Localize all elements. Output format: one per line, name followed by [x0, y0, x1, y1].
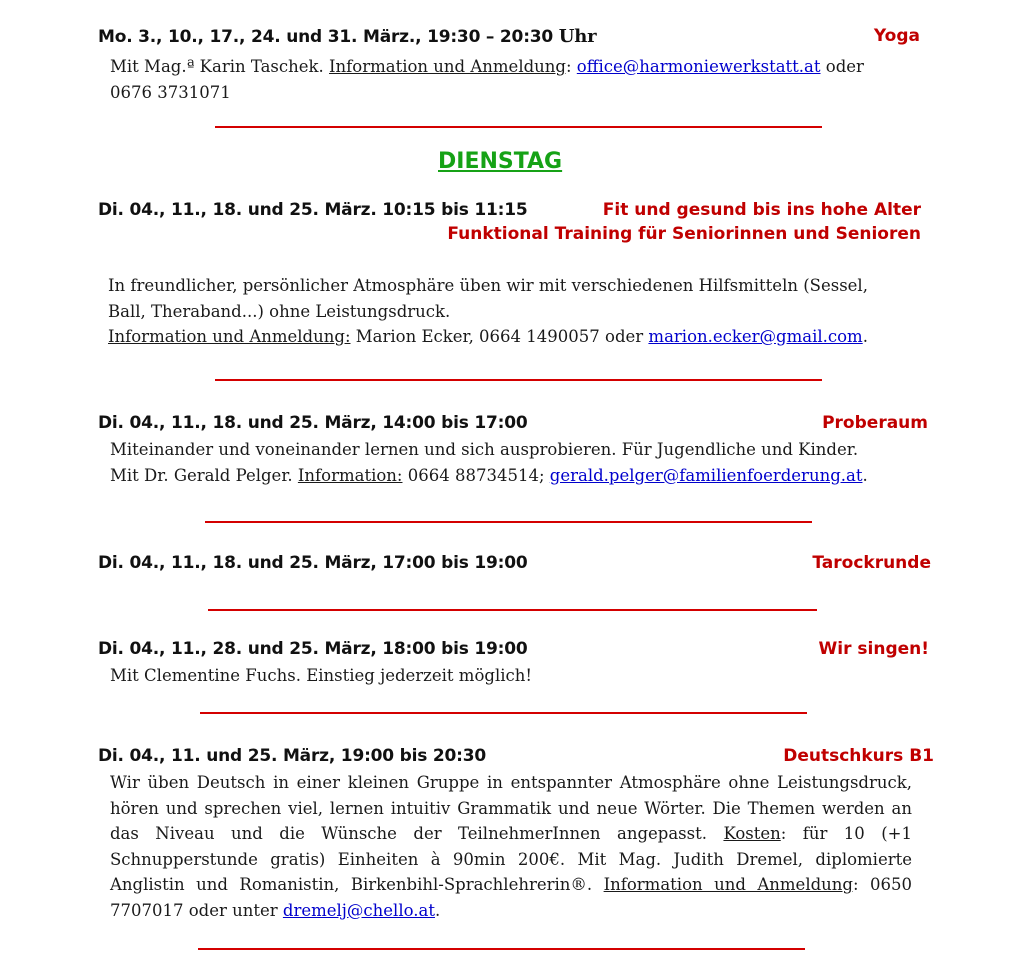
fit-text: Ball, Theraband...) ohne Leistungsdruck. — [108, 301, 451, 321]
probe-text: Mit Dr. Gerald Pelger. — [110, 465, 298, 485]
deutsch-text: Wir üben Deutsch in einer kleinen Gruppe in entspannter Atmosphäre ohne Leistungsdruck, hören und sprechen viel, lernen intuitiv Grammatik und neue Wörter. Die Themen werden an das Niveau und die Wünsche der TeilnehmerInnen angepasst. — [110, 773, 912, 843]
day-title: DIENSTAG — [438, 149, 563, 174]
deutsch-text: : 0650 7707017 oder unter — [110, 875, 912, 920]
probe-text: . — [862, 465, 868, 485]
divider — [215, 379, 822, 381]
yoga-description — [110, 54, 920, 105]
fit-text: In freundlicher, persönlicher Atmosphäre üben wir mit verschiedenen Hilfsmitteln (Sessel, — [108, 276, 868, 295]
tarock-tag: Tarockrunde — [812, 553, 931, 573]
divider — [208, 609, 817, 611]
yoga-text: Mit Mag.ª Karin Taschek. — [110, 57, 330, 76]
fit-text: Marion Ecker, 0664 1490057 oder — [350, 327, 649, 346]
yoga-date — [98, 26, 596, 47]
fit-tag-2: Funktional Training für Seniorinnen und Senioren — [447, 224, 921, 244]
yoga-date-uhr: Uhr — [558, 26, 597, 47]
fit-info-label: Information und Anmeldung: — [108, 327, 351, 346]
probe-info-label: Information: — [297, 465, 403, 485]
divider — [215, 126, 822, 128]
probe-description — [110, 437, 930, 488]
probe-text: 0664 88734514; — [402, 465, 550, 485]
singen-tag: Wir singen! — [818, 639, 929, 659]
yoga-phone: 0676 3731071 — [110, 82, 231, 102]
deutsch-text: . — [434, 900, 441, 920]
singen-date: Di. 04., 11., 28. und 25. März, 18:00 bis 19:00 — [98, 639, 528, 659]
divider — [200, 712, 807, 714]
divider — [198, 948, 805, 950]
yoga-text: : — [565, 57, 577, 76]
divider — [205, 521, 812, 523]
deutsch-tag: Deutschkurs B1 — [783, 746, 934, 766]
deutsch-info-label: Information und Anmeldung — [603, 875, 853, 894]
fit-tag-1: Fit und gesund bis ins hohe Alter — [602, 200, 921, 220]
probe-text: Miteinander und voneinander lernen und sich ausprobieren. Für Jugendliche und Kinder. — [110, 440, 859, 459]
yoga-text: oder — [820, 57, 864, 76]
tarock-date: Di. 04., 11., 18. und 25. März, 17:00 bis 19:00 — [98, 553, 528, 573]
fit-text: . — [862, 327, 868, 346]
yoga-email-link[interactable]: office@harmoniewerkstatt.at — [576, 57, 821, 76]
yoga-date-main: Mo. 3., 10., 17., 24. und 31. März., 19:30 – 20:30 — [98, 27, 554, 47]
deutsch-kosten-label: Kosten — [723, 824, 781, 843]
deutsch-email-link[interactable]: dremelj@chello.at — [282, 900, 435, 920]
yoga-tag: Yoga — [873, 26, 920, 46]
fit-email-link[interactable]: marion.ecker@gmail.com — [648, 327, 863, 346]
singen-description — [110, 663, 930, 689]
probe-tag: Proberaum — [822, 413, 928, 433]
fit-date: Di. 04., 11., 18. und 25. März. 10:15 bis 11:15 — [98, 200, 528, 220]
deutsch-date: Di. 04., 11. und 25. März, 19:00 bis 20:30 — [98, 746, 486, 766]
deutsch-description — [110, 770, 912, 923]
probe-email-link[interactable]: gerald.pelger@familienfoerderung.at — [549, 465, 863, 485]
deutsch-text: : für 10 (+1 Schnupperstunde gratis) Einheiten à 90min 200€. Mit Mag. Judith Dremel, diplomierte Anglistin und Romanistin, Birkenbihl-Sprachlehrerin®. — [110, 824, 912, 894]
fit-description — [108, 273, 928, 350]
yoga-info-label: Information und Anmeldung — [329, 57, 566, 76]
singen-text: Mit Clementine Fuchs. Einstieg jederzeit möglich! — [110, 666, 532, 685]
probe-date: Di. 04., 11., 18. und 25. März, 14:00 bis 17:00 — [98, 413, 528, 433]
